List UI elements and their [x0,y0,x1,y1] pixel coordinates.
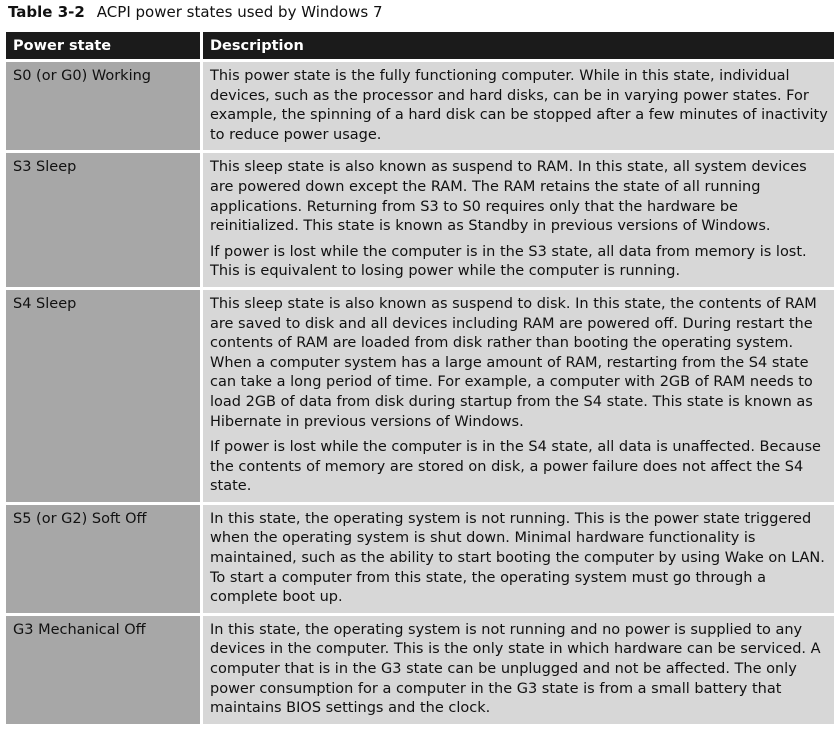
row-state-cell: S5 (or G2) Soft Off [6,502,203,613]
header-power-state: Power state [6,32,203,59]
row-description-cell [203,502,834,613]
table-title: ACPI power states used by Windows 7 [96,3,383,21]
row-state-cell: S3 Sleep [6,150,203,287]
description-paragraph: If power is lost while the computer is in the S3 state, all data from memory is lost. This is equivalent to losing power while the computer is running. [210,243,807,280]
description-paragraph: This sleep state is also known as suspend to RAM. In this state, all system devices are powered down except the RAM. The RAM retains the state of all running applications. Returning from S3 to S0 requires only that the hardware be reinitialized. This state is known as Standby in previous versions of Windows. [210,159,807,235]
table-caption [0,0,840,29]
row-state-cell: S0 (or G0) Working [6,59,203,150]
table-header-row [6,32,834,59]
description-paragraph: This sleep state is also known as suspend to disk. In this state, the contents of RAM are saved to disk and all devices including RAM are powered off. During restart the contents of RAM are loaded from disk rather than booting the operating system. When a computer system has a large amount of RAM, restarting from the S4 state can take a long period of time. For example, a computer with 2GB of RAM needs to load 2GB of data from disk during startup from the S4 state. This state is known as Hibernate in previous versions of Windows. [210,295,817,430]
table-row [6,150,834,287]
row-description-cell [203,287,834,502]
table-row [6,59,834,150]
description-paragraph: This power state is the fully functioning computer. While in this state, individual devices, such as the processor and hard disks, can be in varying power states. For example, the spinning of a hard disk can be stopped after a few minutes of inactivity to reduce power usage. [210,68,828,143]
row-state-cell: S4 Sleep [6,287,203,502]
power-states-table [6,32,834,724]
row-description-cell [203,150,834,287]
table-row [6,287,834,502]
row-description-cell [203,613,834,724]
description-paragraph: In this state, the operating system is not running. This is the power state triggered when the operating system is shut down. Minimal hardware functionality is maintained, such as the ability to start booting the computer by using Wake on LAN. To start a computer from this state, the operating system must go through a complete boot up. [210,510,825,606]
table-row [6,502,834,613]
description-paragraph: If power is lost while the computer is in the S4 state, all data is unaffected. Because the contents of memory are stored on disk, a power failure does not affect the S4 state. [210,439,821,495]
header-description: Description [203,32,834,59]
table-row [6,613,834,724]
table-number: Table 3-2 [8,3,85,21]
row-description-cell [203,59,834,150]
description-paragraph: In this state, the operating system is not running and no power is supplied to any devices in the computer. This is the only state in which hardware can be serviced. A computer that is in the G3 state can be unplugged and not be affected. The only power consumption for a computer in the G3 state is from a small battery that maintains BIOS settings and the clock. [210,621,821,717]
row-state-cell: G3 Mechanical Off [6,613,203,724]
